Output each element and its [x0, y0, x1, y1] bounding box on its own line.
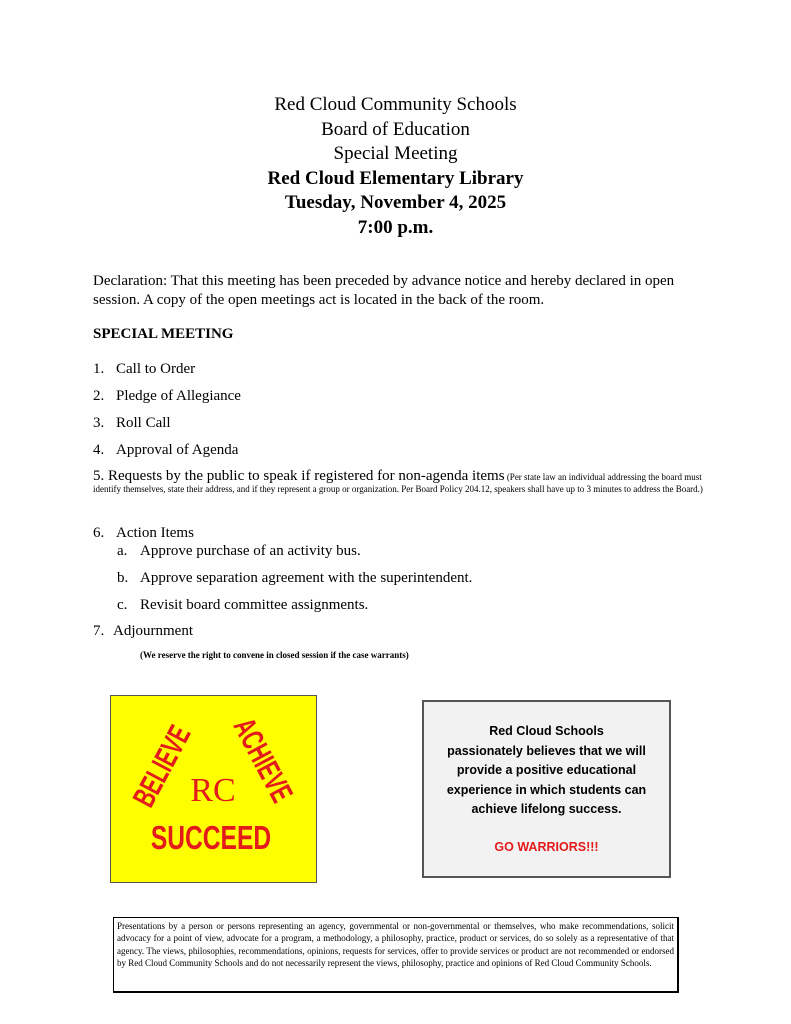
item-number: 2. [93, 388, 105, 404]
mission-line: achieve lifelong success. [471, 802, 622, 816]
agenda-item [93, 361, 195, 378]
item-label: Approve purchase of an activity bus. [140, 543, 361, 559]
mission-line: Red Cloud Schools [489, 724, 604, 738]
item-number: c. [117, 597, 128, 613]
school-logo [110, 695, 317, 883]
mission-line: experience in which students can [446, 782, 647, 797]
logo-succeed: SUCCEED [150, 820, 272, 857]
agenda-item [93, 442, 238, 459]
meeting-date: Tuesday, November 4, 2025 [284, 192, 507, 213]
agenda-item [93, 388, 241, 405]
mission-statement [422, 700, 671, 878]
agenda-item-public-requests [93, 470, 703, 495]
meeting-location: Red Cloud Elementary Library [267, 167, 524, 189]
item-note: (Per state law an individual addressing the board must identify themselves, state their address, and if they represent a group or organization. Per Board Policy 204.12, speakers shall have up to 3 minutes to address the Board.) [93, 472, 703, 494]
agenda-subitem [117, 597, 368, 614]
logo-initials: RC [190, 772, 236, 809]
closed-session-note: (We reserve the right to convene in closed session if the case warrants) [140, 650, 409, 660]
item-label: Call to Order [116, 361, 196, 377]
disclaimer-box: Presentations by a person or persons representing an agency, governmental or non-governmental or themselves, who make recommendations, solicit advocacy for a point of view, advocate for a program, a methodology, a philosophy, practice, product or services, do so solely as a representative of that agency. The views, philosophies, recommendations, opinions, requests for services, offer to provide services or product are not recommended or endorsed by Red Cloud Community Schools and do not necessarily represent the views, philosophy, practice and opinions of Red Cloud Community Schools. [113, 917, 679, 993]
item-number: b. [117, 570, 129, 586]
section-title: SPECIAL MEETING [93, 326, 234, 342]
item-number: 3. [93, 415, 105, 431]
item-number: 4. [93, 442, 105, 458]
meeting-type: Special Meeting [333, 143, 458, 164]
logo-achieve: ACHIEVE [226, 711, 301, 809]
mission-line: passionately believes that we will [447, 743, 646, 758]
mission-slogan: GO WARRIORS!!! [494, 839, 599, 854]
item-label: Approve separation agreement with the superintendent. [140, 570, 473, 586]
agenda-subitem [117, 570, 472, 587]
item-label: Approval of Agenda [116, 442, 239, 458]
item-number: 6. [93, 525, 105, 541]
agenda-item [93, 525, 194, 542]
agenda-item [93, 623, 193, 640]
declaration: Declaration: That this meeting has been preceded by advance notice and hereby declared in open session. A copy of the open meetings act is located in the back of the room. [93, 273, 675, 308]
item-label: Revisit board committee assignments. [140, 597, 369, 613]
board-name: Board of Education [321, 118, 470, 140]
item-label: 5. Requests by the public to speak if registered for non-agenda items [93, 468, 505, 484]
agenda-item [93, 415, 171, 432]
item-label: Pledge of Allegiance [116, 388, 241, 404]
item-number: 7. [93, 623, 105, 639]
mission-line: provide a positive educational [456, 763, 637, 777]
item-label: Adjournment [113, 623, 193, 639]
agenda-header [0, 93, 791, 240]
school-name: Red Cloud Community Schools [274, 94, 517, 115]
agenda-subitem [117, 543, 361, 560]
meeting-time: 7:00 p.m. [357, 216, 434, 238]
logo-believe: BELIEVE [125, 719, 198, 813]
item-number: a. [117, 543, 128, 559]
item-label: Action Items [116, 525, 194, 541]
item-label: Roll Call [116, 415, 171, 431]
item-number: 1. [93, 361, 105, 377]
